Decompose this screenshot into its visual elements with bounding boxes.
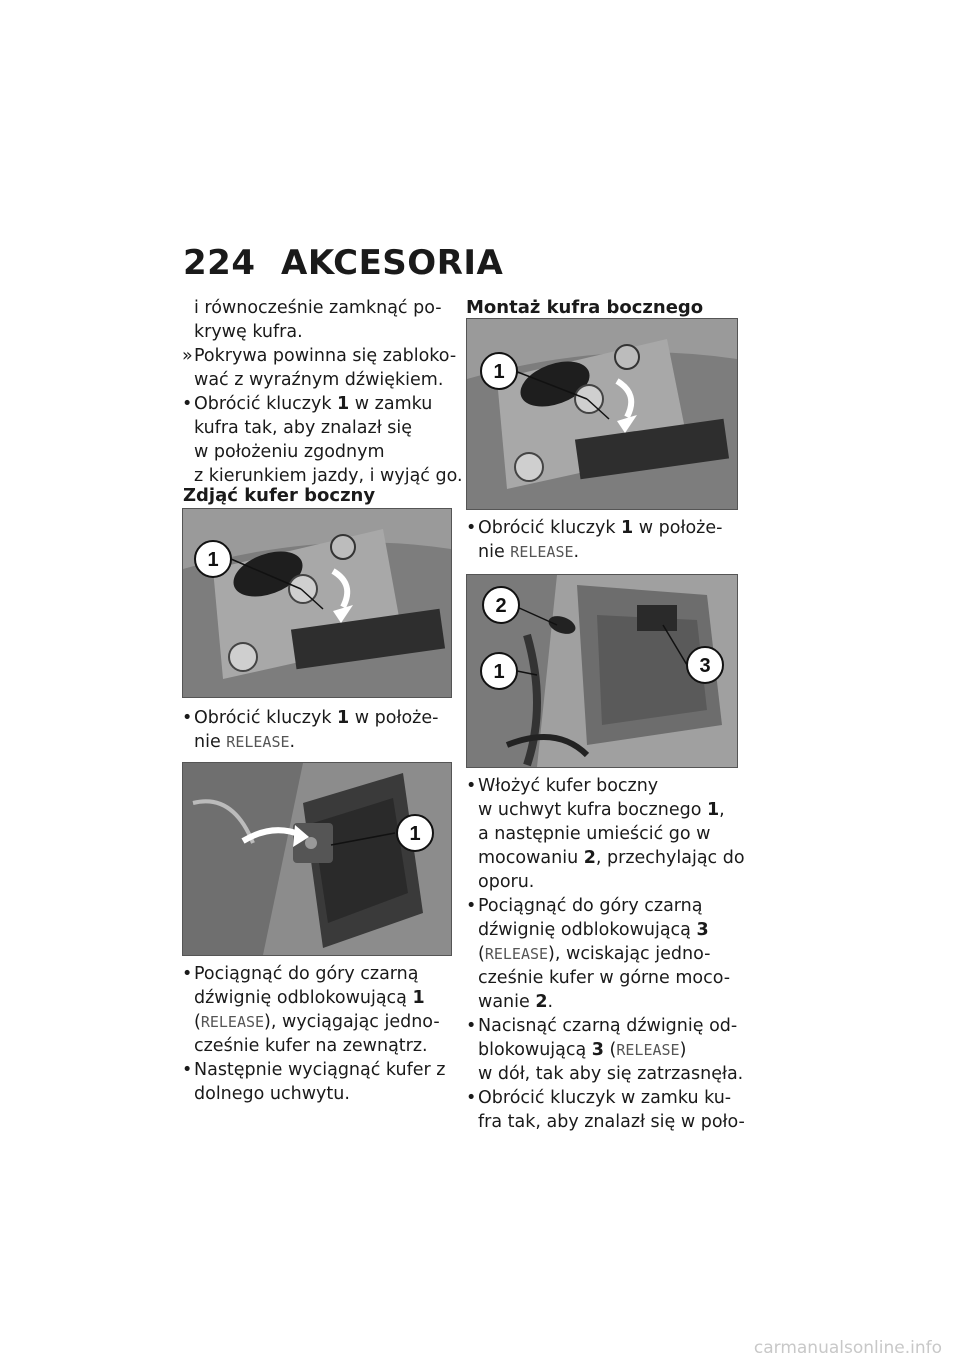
text-line: Następnie wyciągnąć kufer z: [194, 1060, 446, 1080]
release-code: RELEASE: [226, 733, 290, 751]
ref-number: 1: [412, 988, 425, 1008]
text: w położe-: [633, 518, 723, 538]
text-line: fra tak, aby znalazł się w poło-: [478, 1112, 745, 1132]
text-line: i równocześnie zamknąć po-: [194, 298, 442, 318]
chapter-title: AKCESORIA: [281, 243, 504, 283]
text: .: [573, 542, 580, 562]
watermark-text[interactable]: carmanualsonline.info: [753, 1338, 942, 1358]
text-line: w dół, tak aby się zatrzasnęła.: [478, 1064, 744, 1084]
text-line: wać z wyraźnym dźwiękiem.: [194, 370, 444, 390]
text-line: Obrócić kluczyk w zamku ku-: [478, 1088, 732, 1108]
text: (: [478, 944, 485, 964]
figure-pull-case: [182, 762, 452, 956]
result-marker: »: [182, 346, 193, 366]
bullet-marker: •: [466, 896, 477, 916]
text: (: [194, 1012, 201, 1032]
text-line: krywę kufra.: [194, 322, 303, 342]
text-line: Nacisnąć czarną dźwignię od-: [478, 1016, 738, 1036]
callout-label: 2: [495, 595, 507, 617]
section-heading-remove: Zdjąć kufer boczny: [183, 485, 376, 506]
text-line: dolnego uchwytu.: [194, 1084, 350, 1104]
text: Obrócić kluczyk: [194, 708, 338, 728]
lock-illustration: [467, 319, 737, 509]
ref-number: 3: [591, 1040, 604, 1060]
text: Obrócić kluczyk: [478, 518, 622, 538]
text: w zamku: [349, 394, 433, 414]
text: dźwignię odblokowującą: [478, 920, 697, 940]
text-line: Włożyć kufer boczny: [478, 776, 659, 796]
text: ), wyciągając jedno-: [264, 1012, 440, 1032]
text: ,: [719, 800, 725, 820]
release-code: RELEASE: [616, 1041, 680, 1059]
continued-text: [194, 296, 442, 344]
text: mocowaniu: [478, 848, 584, 868]
ref-number: 2: [535, 992, 548, 1012]
ref-number: 1: [337, 394, 350, 414]
text: , przechylając do: [595, 848, 745, 868]
text-line: Pociągnąć do góry czarną: [194, 964, 419, 984]
ref-number: 1: [337, 708, 350, 728]
bullet-marker: •: [182, 1060, 193, 1080]
release-code: RELEASE: [484, 945, 549, 963]
release-code: RELEASE: [510, 543, 574, 561]
text: nie: [194, 732, 227, 752]
text: blokowującą: [478, 1040, 592, 1060]
text-line: w położeniu zgodnym: [194, 442, 385, 462]
text: .: [547, 992, 554, 1012]
text-line: cześnie kufer na zewnątrz.: [194, 1036, 428, 1056]
section-heading-install: Montaż kufra bocznego: [466, 297, 704, 318]
text-line: Pokrywa powinna się zabloko-: [194, 346, 457, 366]
text-line: cześnie kufer w górne moco-: [478, 968, 731, 988]
ref-number: 1: [621, 518, 634, 538]
callout-label: 1: [493, 361, 505, 383]
bullet-marker: •: [466, 1088, 477, 1108]
text: w położe-: [349, 708, 439, 728]
text-line: Pociągnąć do góry czarną: [478, 896, 703, 916]
figure-mount-case: [466, 574, 738, 768]
bullet-marker: •: [466, 518, 477, 538]
callout-label: 1: [493, 661, 505, 683]
bullet-marker: •: [466, 1016, 477, 1036]
text: .: [289, 732, 296, 752]
text: ): [679, 1040, 687, 1060]
figure-lock-right: [466, 318, 738, 510]
bullet-marker: •: [182, 964, 193, 984]
ref-number: 2: [583, 848, 596, 868]
lock-illustration: [183, 509, 451, 697]
bullet-marker: •: [182, 708, 193, 728]
release-code: RELEASE: [200, 1013, 265, 1031]
callout-label: 1: [409, 823, 421, 845]
ref-number: 3: [696, 920, 709, 940]
case-illustration: [183, 763, 451, 955]
text-line: z kierunkiem jazdy, i wyjąć go.: [194, 466, 463, 486]
text: wanie: [478, 992, 536, 1012]
text: Obrócić kluczyk: [194, 394, 338, 414]
callout-label: 1: [207, 549, 219, 571]
callout-label: 3: [699, 655, 711, 677]
text-line: kufra tak, aby znalazł się: [194, 418, 412, 438]
mount-illustration: [467, 575, 737, 767]
text: dźwignię odblokowującą: [194, 988, 413, 1008]
ref-number: 1: [706, 800, 720, 820]
page-header: [183, 243, 503, 283]
text-line: a następnie umieścić go w: [478, 824, 711, 844]
text: (: [603, 1040, 617, 1060]
text: ), wciskając jedno-: [548, 944, 711, 964]
bullet-marker: •: [182, 394, 193, 414]
bullet-marker: •: [466, 776, 477, 796]
page-number: 224: [183, 243, 256, 283]
text-line: oporu.: [478, 872, 535, 892]
figure-lock-left: [182, 508, 452, 698]
text: w uchwyt kufra bocznego: [478, 800, 707, 820]
text: nie: [478, 542, 511, 562]
